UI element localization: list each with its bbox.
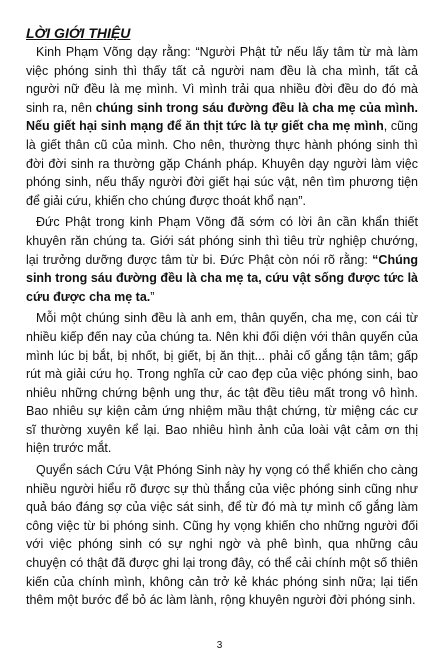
page-heading: LỜI GIỚI THIỆU [26, 25, 131, 41]
paragraph-1 [26, 43, 418, 210]
paragraph-1-text-b: , cũng là giết thân cũ của mình. Cho nên, thường thực hành phóng sinh thì đời đời sinh ra thường gặp Chánh pháp. Khuyên dạy người làm việc phóng sinh, nếu thấy người đời giết hại súc vật, nên tìm phương tiện để giải cứu, khiến cho chúng được thoát khổ nạn”. [26, 119, 418, 208]
page-number: 3 [216, 640, 223, 651]
paragraph-2 [26, 213, 418, 306]
paragraph-2-text-b: ” [150, 289, 155, 304]
paragraph-1-bold: chúng sinh trong sáu đường đều là cha mẹ của mình. Nếu giết hại sinh mạng để ăn thịt tức là tự giết cha mẹ mình [26, 100, 418, 134]
paragraph-2-bold-quote: “Chúng sinh trong sáu đường đều là cha mẹ ta, cứu vật sống được tức là cứu được cha mẹ ta. [26, 252, 418, 304]
paragraph-4: Quyển sách Cứu Vật Phóng Sinh này hy vọng có thể khiến cho càng nhiều người hiểu rõ được sự thù thắng của việc phóng sinh cũng như quả báo đáng sợ của việc sát sinh, để từ đó mà tự mình cố gắng làm công việc từ bi phóng sinh. Cũng hy vọng khiến cho những người đối với việc phóng sinh có sự nghi ngờ và phê bình, qua những câu chuyện có thật đã được ghi lại trong đây, có thể cải chính một số thiên kiến của chính mình, không cản trở kẻ khác phóng sinh nữa; lại tiến thêm một bước để bỏ ác làm lành, rộng khuyên người đời phóng sinh. [26, 463, 418, 608]
paragraph-1-text-a: Kinh Phạm Võng dạy rằng: “Người Phật tử nếu lấy tâm từ mà làm việc phóng sinh thì thấy tất cả người nam đều là cha mình, tất cả người nữ đều là mẹ mình. Vì mình trải qua nhiều đời đều do đó mà sinh ra, nên [26, 45, 418, 115]
page-content [26, 24, 418, 613]
paragraph-2-text-a: Đức Phật trong kinh Phạm Võng đã sớm có lời ân cần khẩn thiết khuyên răn chúng ta. Giới sát phóng sinh thì tiêu trừ nghiệp chướng, lại trưởng dưỡng được tâm từ bi. Đức Phật còn nói rõ rằng: [26, 215, 418, 267]
paragraph-3: Mỗi một chúng sinh đều là anh em, thân quyến, cha mẹ, con cái từ nhiều kiếp đến nay của chúng ta. Nên khi đối diện với thân quyến của mình lúc bị bắt, bị nhốt, bị giết, bị ăn thịt... phải cố gắng tận tâm; gấp rút mà giải cứu họ. Trong nghĩa cử cao đẹp của việc phóng sinh, bao nhiêu những chứng bệnh ung thư, ác tật đều tiêu mất trong vô hình. Bao nhiêu sự kiện cảm ứng nhiệm mầu thật chứng, từ miệng các cư sĩ thường xuyên kể lại. Bao nhiêu hình ảnh của loài vật cảm ơn thị hiện trước mắt. [26, 311, 418, 456]
